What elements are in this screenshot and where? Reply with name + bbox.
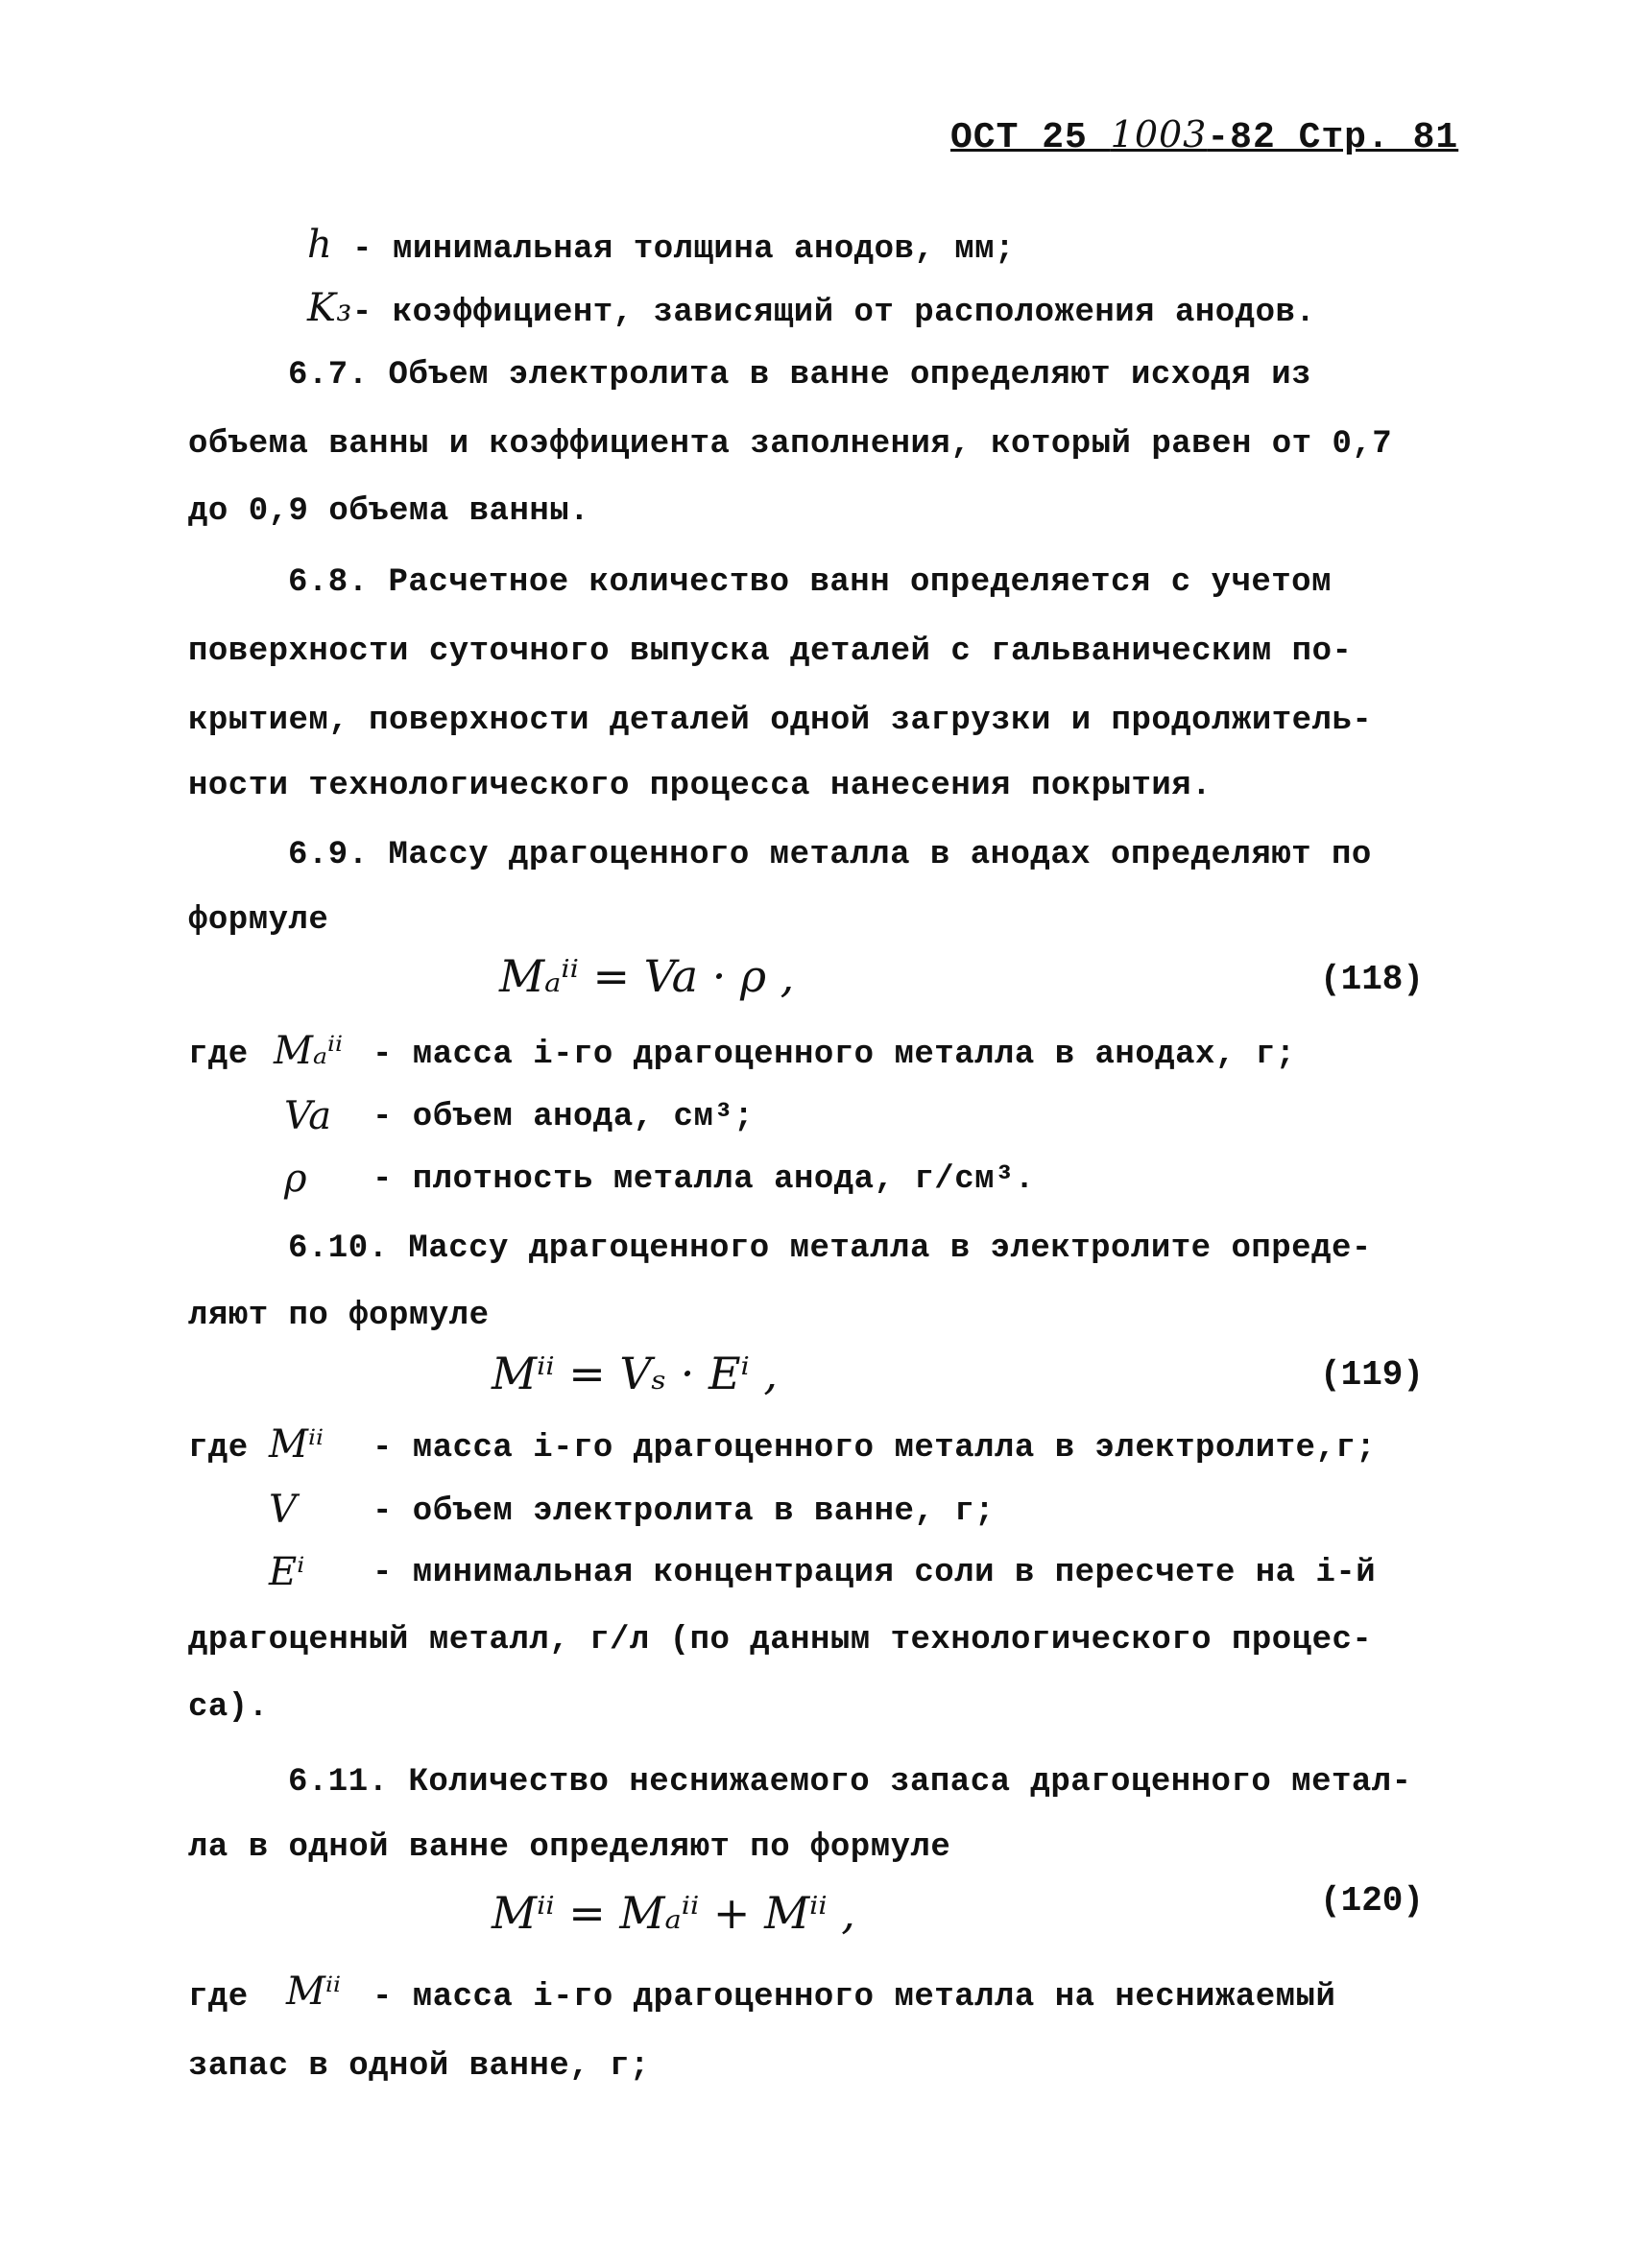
definition-vf-text: - объем электролита в ванне, г; — [372, 1493, 996, 1530]
paragraph-6-11-line-2: ла в одной ванне определяют по формуле — [188, 1829, 951, 1866]
header-doc-number: 1003 — [1110, 113, 1208, 155]
equation-number-118: (118) — [1320, 960, 1425, 999]
symbol-vf: V — [269, 1488, 297, 1532]
equation-number-120: (120) — [1320, 1881, 1425, 1921]
where-label-119: где — [188, 1430, 249, 1467]
paragraph-6-10-line-1: 6.10. Массу драгоценного металла в электролите опреде- — [288, 1230, 1372, 1267]
where-label-120: где — [188, 1979, 249, 2016]
paragraph-6-7-line-1: 6.7. Объем электролита в ванне определяют исходя из — [288, 357, 1312, 394]
header-suffix: -82 Стр. 81 — [1207, 117, 1459, 158]
paragraph-6-8-line-3: крытием, поверхности деталей одной загрузки и продолжитель- — [188, 703, 1373, 739]
symbol-rho: ρ — [284, 1157, 307, 1201]
definition-mf-text: - масса i-го драгоценного металла в электролите,г; — [372, 1430, 1377, 1467]
definition-k3 — [307, 286, 1315, 331]
paragraph-6-8-line-1: 6.8. Расчетное количество ванн определяется с учетом — [288, 564, 1332, 601]
definition-m-text: - масса i-го драгоценного металла на неснижаемый — [372, 1979, 1336, 2016]
formula-119: Mⁱⁱ = Vₛ · Eⁱ , — [492, 1348, 779, 1399]
definition-ei-continuation-2: са). — [188, 1689, 269, 1726]
formula-120: Mⁱⁱ = Mₐⁱⁱ + Mⁱⁱ , — [492, 1887, 855, 1939]
symbol-ma: Mₐⁱⁱ — [274, 1029, 344, 1073]
paragraph-6-9-line-2: формуле — [188, 902, 329, 939]
paragraph-6-7-line-2: объема ванны и коэффициента заполнения, который равен от 0,7 — [188, 426, 1393, 463]
definition-h-text: - минимальная толщина анодов, мм; — [332, 231, 1015, 268]
header-prefix: ОСТ 25 — [950, 117, 1111, 158]
symbol-ei: Eⁱ — [269, 1550, 305, 1594]
definition-h — [307, 223, 1015, 268]
paragraph-6-8-line-2: поверхности суточного выпуска деталей с гальваническим по- — [188, 633, 1353, 670]
symbol-va: Va — [284, 1094, 332, 1138]
paragraph-6-7-line-3: до 0,9 объема ванны. — [188, 493, 590, 530]
where-label-118: где — [188, 1037, 249, 1073]
definition-m-continuation: запас в одной ванне, г; — [188, 2048, 650, 2085]
formula-118: Mₐⁱⁱ = Va · ρ , — [499, 950, 795, 1002]
definition-k3-text: - коэффициент, зависящий от расположения анодов. — [351, 295, 1316, 331]
definition-va-text: - объем анода, см³; — [372, 1099, 755, 1135]
symbol-h: h — [307, 223, 333, 267]
paragraph-6-8-line-4: ности технологического процесса нанесения покрытия. — [188, 768, 1213, 804]
symbol-k3: K₃ — [307, 286, 352, 330]
page-header — [950, 113, 1458, 158]
paragraph-6-10-line-2: ляют по формуле — [188, 1298, 490, 1334]
definition-ei-text: - минимальная концентрация соли в пересчете на i-й — [372, 1555, 1377, 1591]
definition-rho-text: - плотность металла анода, г/см³. — [372, 1161, 1035, 1198]
paragraph-6-9-line-1: 6.9. Массу драгоценного металла в анодах определяют по — [288, 837, 1372, 873]
symbol-m: Mⁱⁱ — [286, 1970, 342, 2014]
symbol-mf: Mⁱⁱ — [269, 1422, 324, 1467]
paragraph-6-11-line-1: 6.11. Количество неснижаемого запаса драгоценного метал- — [288, 1764, 1412, 1801]
definition-ma-text: - масса i-го драгоценного металла в анодах, г; — [372, 1037, 1296, 1073]
definition-ei-continuation-1: драгоценный металл, г/л (по данным технологического процес- — [188, 1622, 1373, 1659]
equation-number-119: (119) — [1320, 1355, 1425, 1395]
